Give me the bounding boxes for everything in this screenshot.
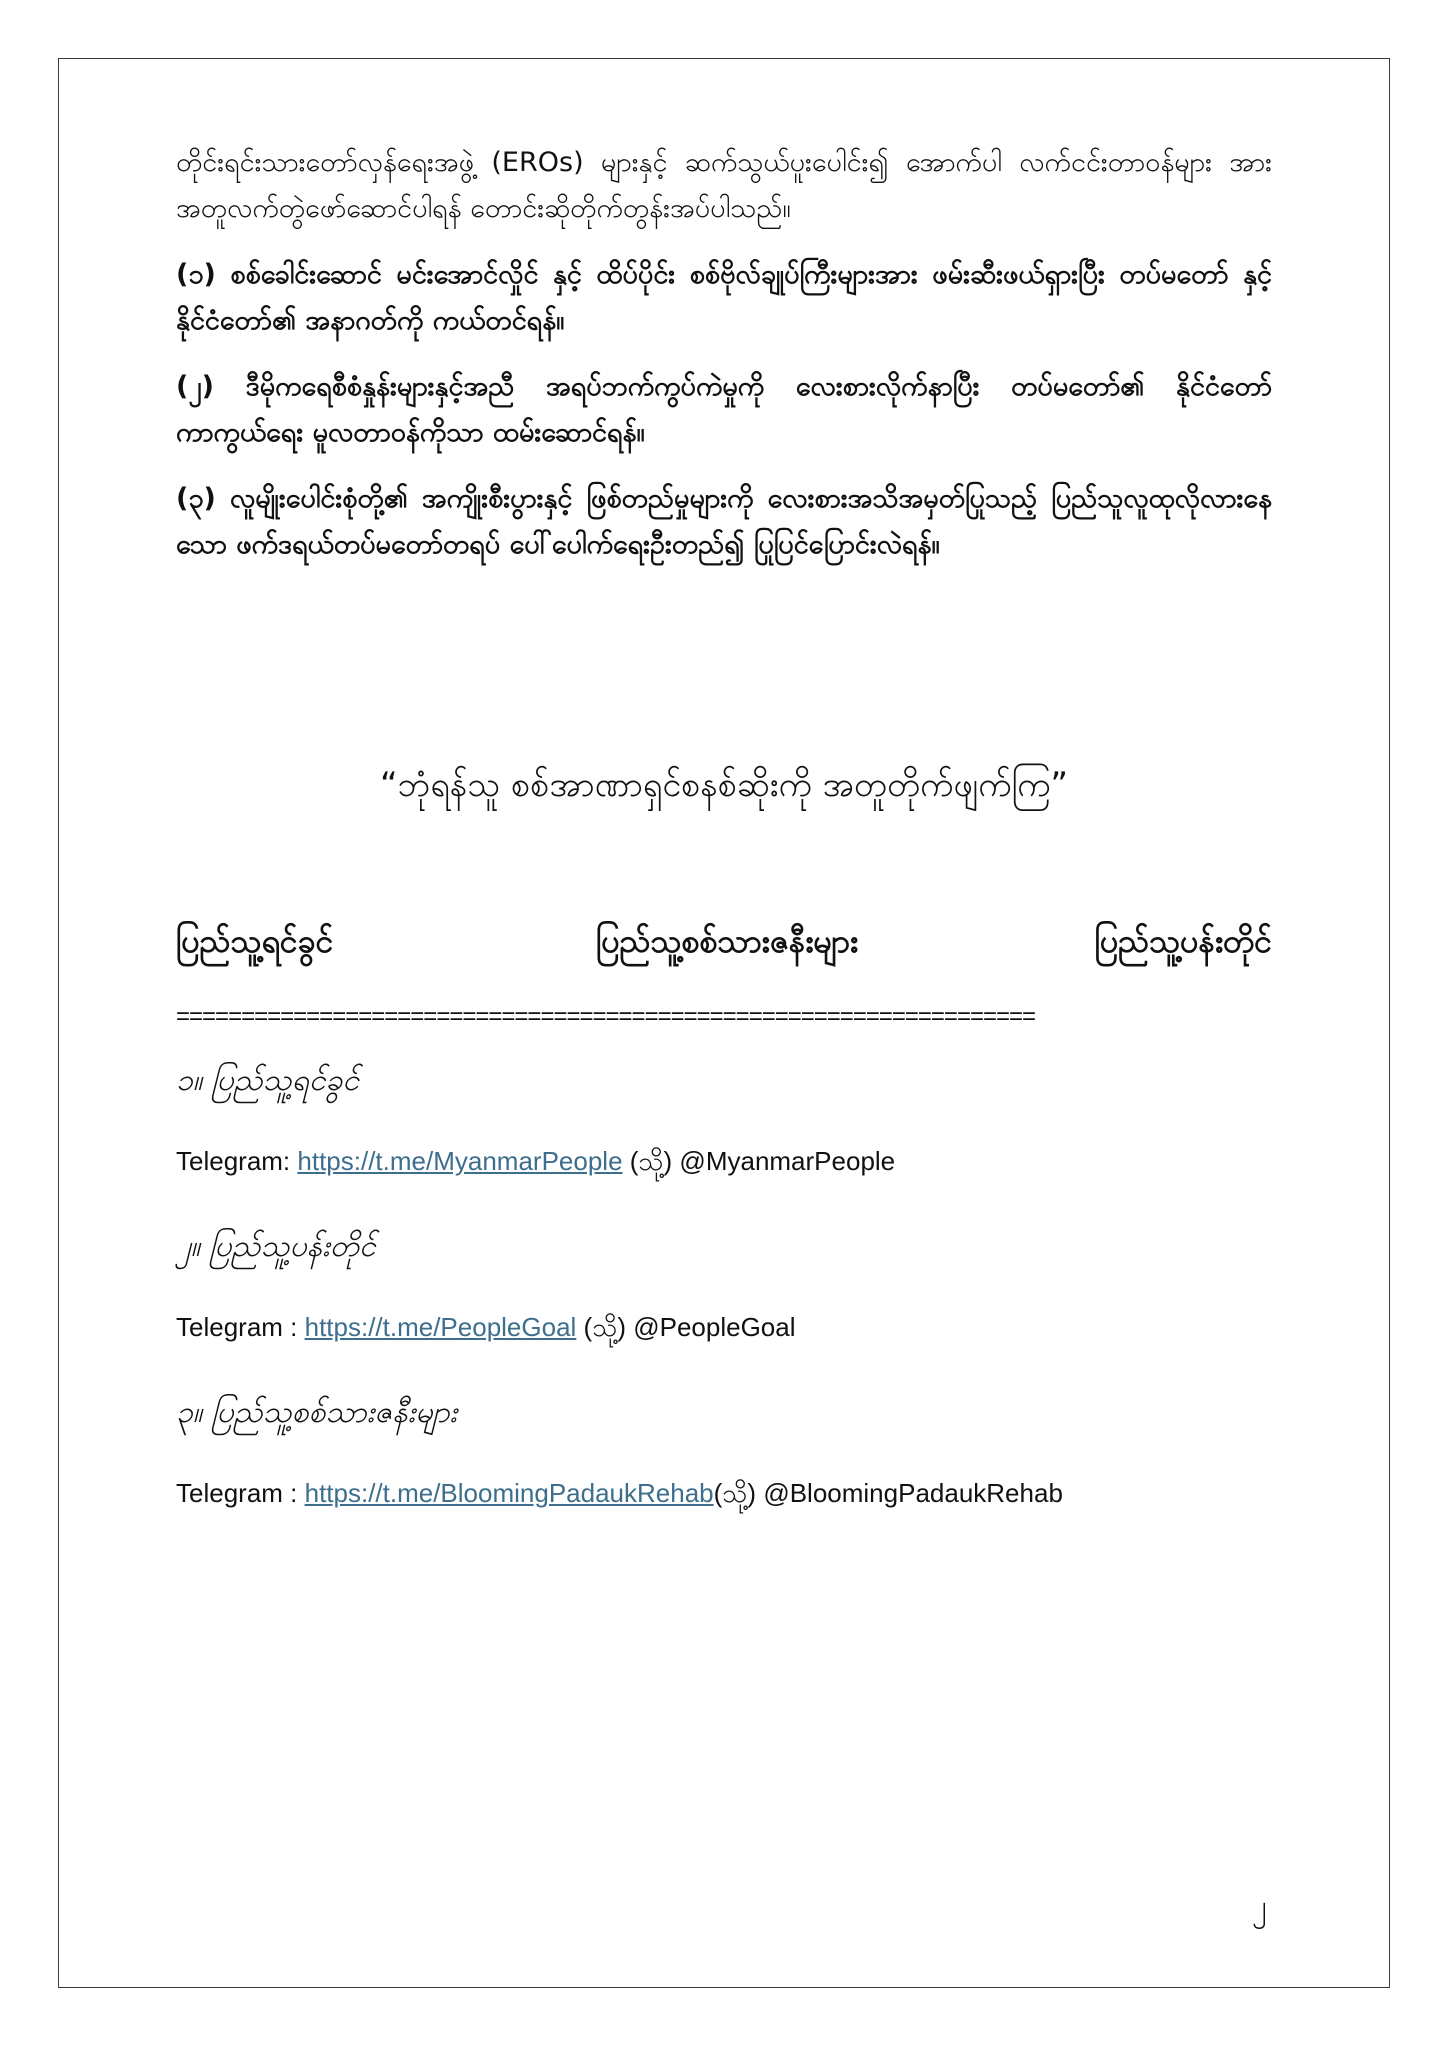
channel-handle: (သို့) @PeopleGoal xyxy=(576,1312,796,1342)
channel-title-1: ၁။ ပြည်သူ့ရင်ခွင် xyxy=(176,1063,360,1098)
telegram-link-bloomingpadaukrehab[interactable]: https://t.me/BloomingPadaukRehab xyxy=(304,1478,714,1508)
separator-line: ================================================================== xyxy=(176,1003,1036,1030)
signatory-middle: ပြည်သူ့စစ်သားဇနီးများ xyxy=(596,922,859,960)
signatory-right: ပြည်သူ့ပန်းတိုင် xyxy=(1094,922,1272,960)
channel-handle: (သို့) @MyanmarPeople xyxy=(622,1146,896,1176)
channel-title-2: ၂။ ပြည်သူ့ပန်းတိုင် xyxy=(176,1229,376,1264)
channel-prefix: Telegram: xyxy=(176,1146,298,1176)
channel-line-2 xyxy=(176,1310,796,1349)
channel-prefix: Telegram : xyxy=(176,1478,305,1508)
document-body xyxy=(176,140,1272,1508)
channel-title-3: ၃။ ပြည်သူ့စစ်သားဇနီးများ xyxy=(176,1395,458,1430)
demand-point-1: (၁) စစ်ခေါင်းဆောင် မင်းအောင်လှိုင် နှင့် ထိပ်ပိုင်း စစ်ဗိုလ်ချုပ်ကြီးများအား ဖမ်းဆီးဖယ်ရှားပြီး တပ်မတော် နှင့် နိုင်ငံတော်၏ အနာဂတ်ကို ကယ်တင်ရန်။ xyxy=(176,259,1272,336)
telegram-link-peoplegoal[interactable]: https://t.me/PeopleGoal xyxy=(304,1312,577,1342)
signatory-left: ပြည်သူ့ရင်ခွင် xyxy=(176,922,334,960)
slogan: “ဘုံရန်သူ စစ်အာဏာရှင်စနစ်ဆိုးကို အတူတိုက်ဖျက်ကြ” xyxy=(379,765,1068,805)
page-number: ၂ xyxy=(1252,1889,1267,1924)
channel-line-1 xyxy=(176,1144,895,1183)
demand-point-2: (၂) ဒီမိုကရေစီစံနှုန်းများနှင့်အညီ အရပ်ဘက်ကွပ်ကဲမှုကို လေးစားလိုက်နာပြီး တပ်မတော်၏ နိုင်ငံတော်ကာကွယ်ရေး မူလတာဝန်ကိုသာ ထမ်းဆောင်ရန်။ xyxy=(176,371,1272,448)
channel-prefix: Telegram : xyxy=(176,1312,305,1342)
signatory-headers xyxy=(176,920,1272,980)
demand-point-3: (၃) လူမျိုးပေါင်းစုံတို့၏ အကျိုးစီးပွားနှင့် ဖြစ်တည်မှုများကို လေးစားအသိအမှတ်ပြုသည့် ပြည်သူလူထုလိုလားနေသော ဖက်ဒရယ်တပ်မတော်တရပ် ပေါ်ပေါက်ရေးဦးတည်၍ ပြုပြင်ပြောင်းလဲရန်။ xyxy=(176,483,1272,560)
intro-paragraph: တိုင်းရင်းသားတော်လှန်ရေးအဖွဲ့ (EROs) များနှင့် ဆက်သွယ်ပူးပေါင်း၍ အောက်ပါ လက်ငင်းတာဝန်များ အား အတူလက်တွဲဖော်ဆောင်ပါရန် တောင်းဆိုတိုက်တွန်းအပ်ပါသည်။ xyxy=(176,147,1272,224)
channel-handle: (သို့) @BloomingPadaukRehab xyxy=(713,1478,1063,1508)
channel-line-3 xyxy=(176,1476,1063,1515)
telegram-link-myanmarpeople[interactable]: https://t.me/MyanmarPeople xyxy=(297,1146,623,1176)
